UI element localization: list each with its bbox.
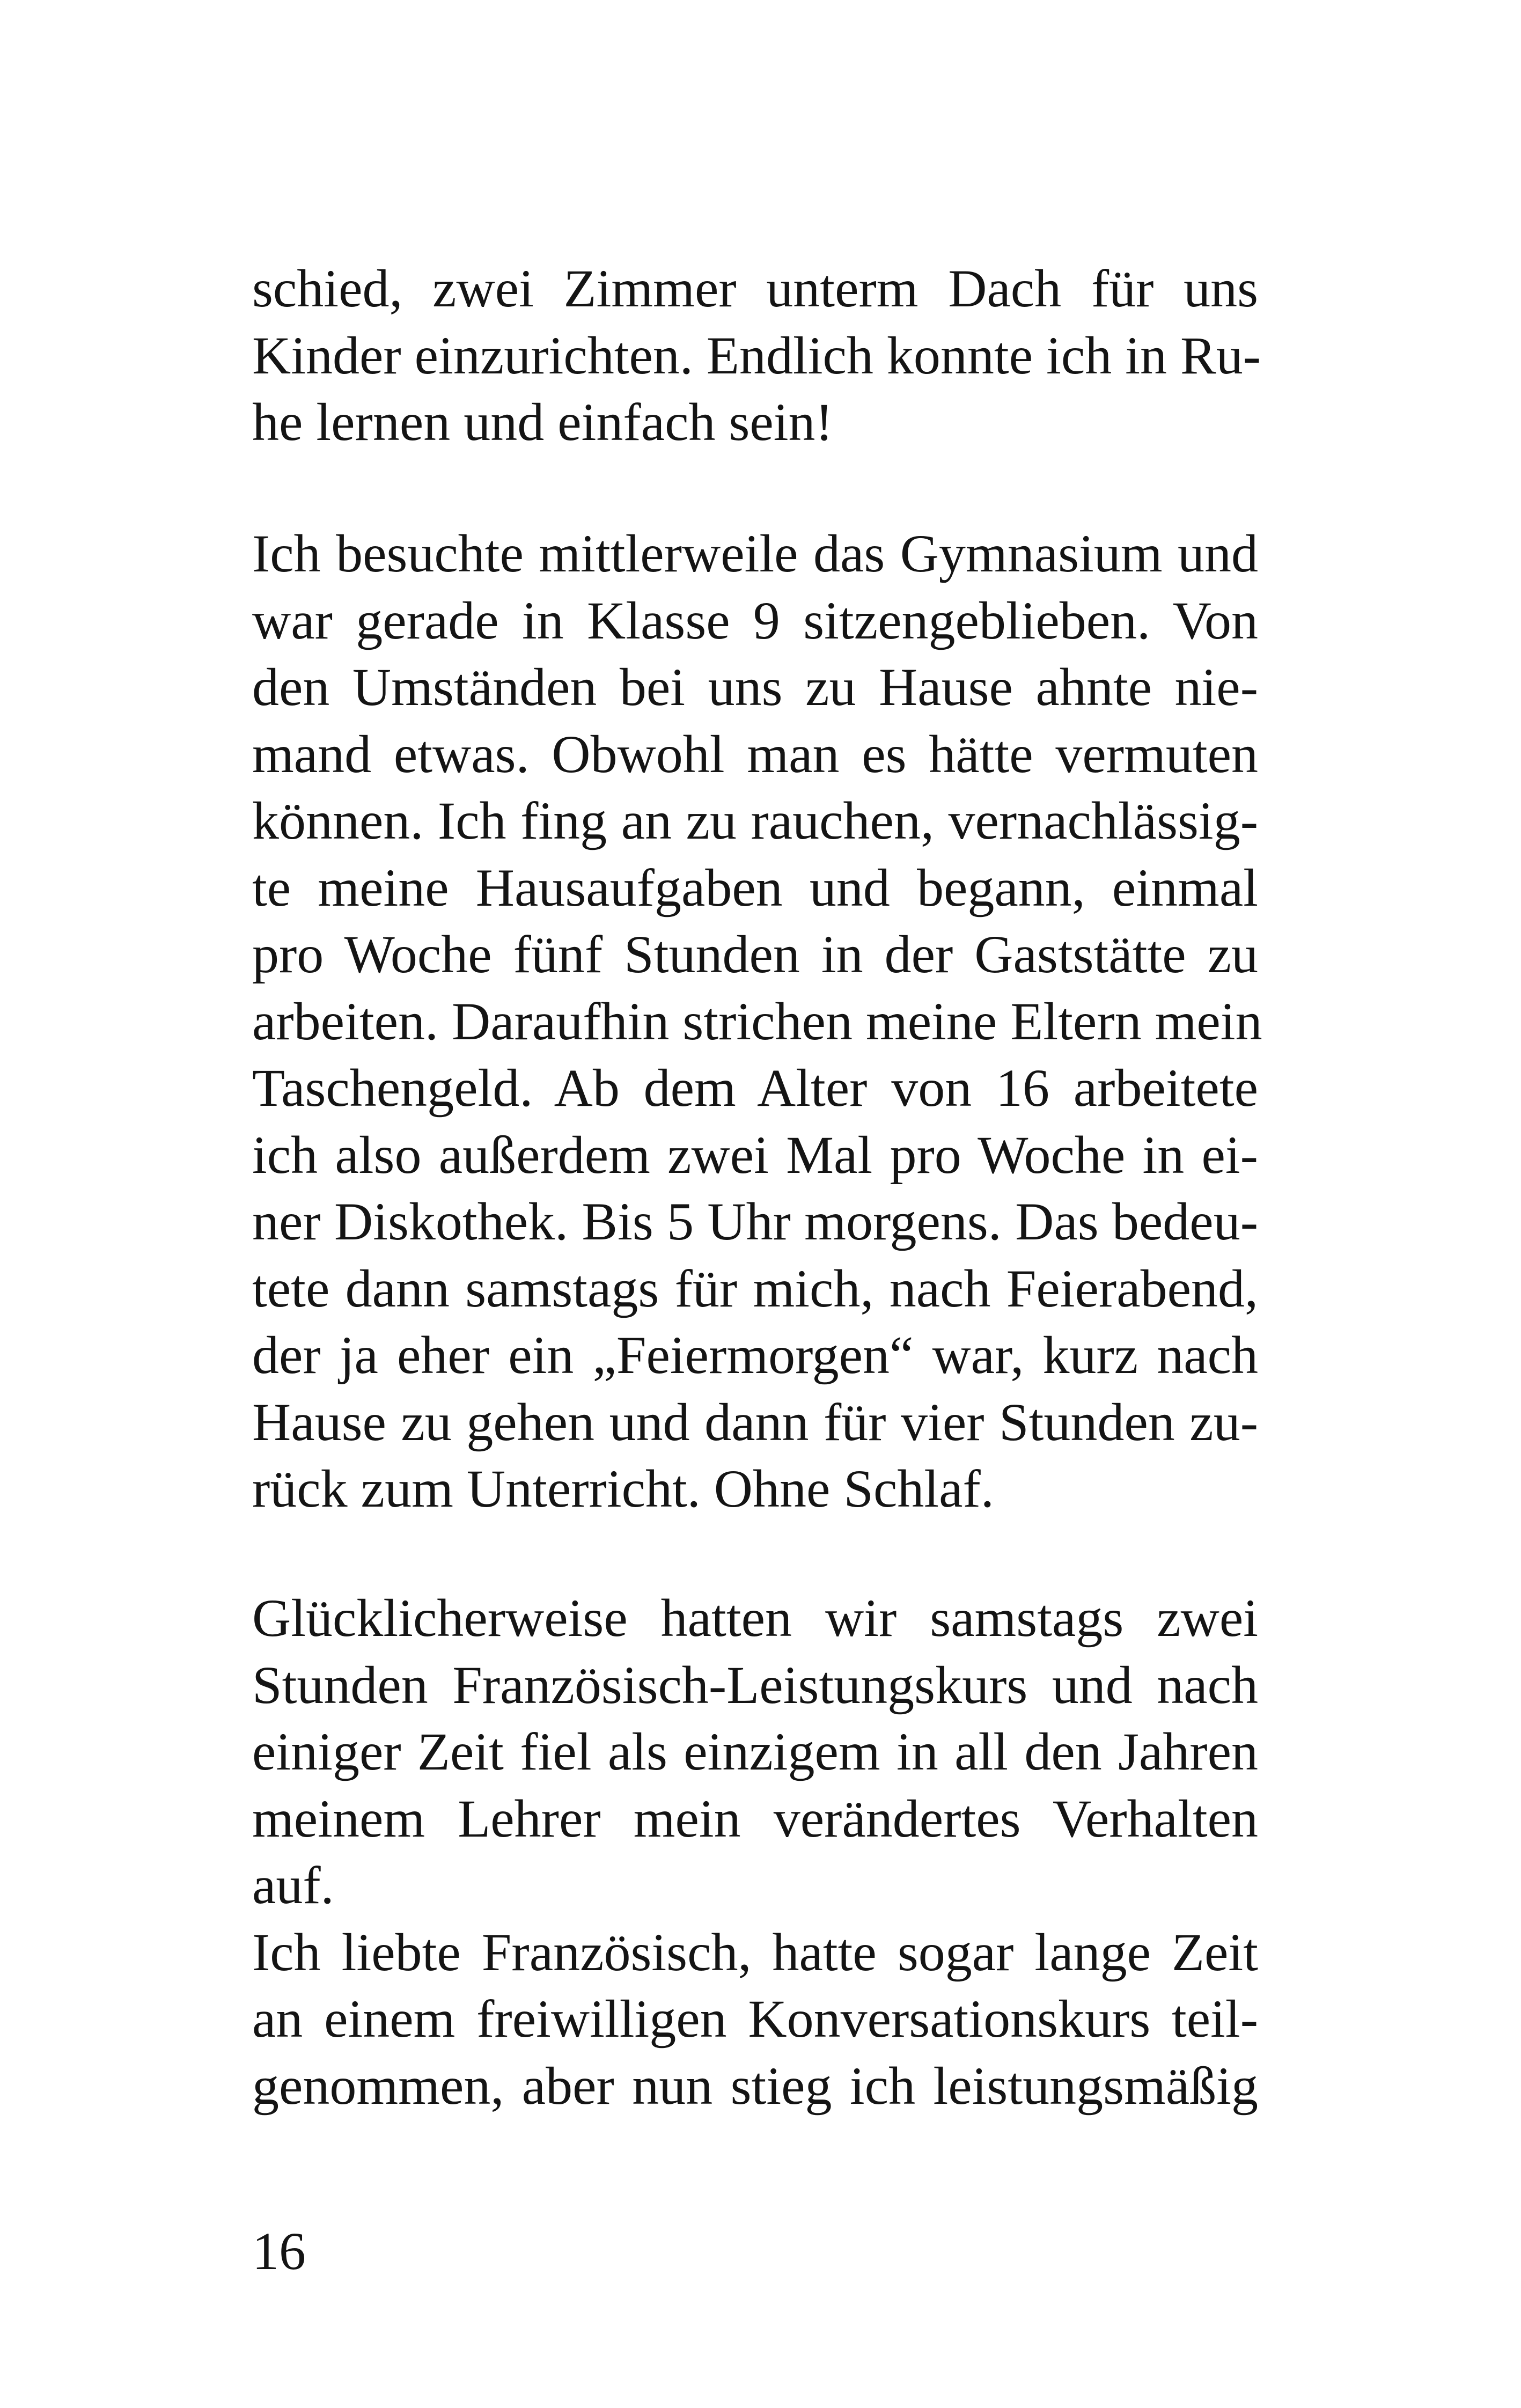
text-line: Hause zu gehen und dann für vier Stunden zu- — [252, 1392, 1258, 1452]
text-line: arbeiten. Daraufhin strichen meine Eltern mein — [252, 991, 1262, 1051]
text-line: ner Diskothek. Bis 5 Uhr morgens. Das bedeu- — [252, 1192, 1258, 1251]
text-line: schied, zwei Zimmer unterm Dach für uns — [252, 259, 1258, 318]
paragraph-2 — [252, 520, 1262, 1523]
paragraph-3 — [252, 1585, 1258, 2119]
text-line: pro Woche fünf Stunden in der Gaststätte zu — [252, 924, 1258, 984]
text-line: Ich besuchte mittlerweile das Gymnasium und — [252, 524, 1258, 583]
text-line: einiger Zeit fiel als einzigem in all den Jahren — [252, 1722, 1258, 1781]
text-line: an einem freiwilligen Konversationskurs teil- — [252, 1989, 1258, 2049]
text-line: genommen, aber nun stieg ich leistungsmäßig — [252, 2055, 1258, 2116]
text-line: können. Ich fing an zu rauchen, vernachlässig- — [252, 791, 1258, 850]
paragraph-1 — [252, 255, 1261, 456]
text-line: war gerade in Klasse 9 sitzengeblieben. Von — [252, 590, 1258, 650]
page-number: 16 — [252, 2221, 306, 2281]
text-line: der ja eher ein „Feiermorgen“ war, kurz nach — [252, 1325, 1258, 1385]
text-line: te meine Hausaufgaben und begann, einmal — [252, 857, 1258, 917]
text-line: he lernen und einfach sein! — [252, 392, 833, 452]
text-line: den Umständen bei uns zu Hause ahnte nie- — [252, 657, 1258, 717]
text-line: auf. — [252, 1855, 334, 1915]
text-line: rück zum Unterricht. Ohne Schlaf. — [252, 1459, 994, 1518]
text-line: Stunden Französisch-Leistungskurs und nach — [252, 1655, 1258, 1715]
text-line: meinem Lehrer mein verändertes Verhalten — [252, 1788, 1258, 1848]
text-line: ich also außerdem zwei Mal pro Woche in ei- — [252, 1125, 1258, 1185]
text-line: Ich liebte Französisch, hatte sogar lange Zeit — [252, 1922, 1258, 1982]
text-line: tete dann samstags für mich, nach Feierabend, — [252, 1258, 1258, 1318]
text-line: mand etwas. Obwohl man es hätte vermuten — [252, 724, 1258, 784]
text-line: Taschengeld. Ab dem Alter von 16 arbeitete — [252, 1058, 1258, 1118]
text-line: Glücklicherweise hatten wir samstags zwei — [252, 1588, 1258, 1648]
text-line: Kinder einzurichten. Endlich konnte ich in Ru- — [252, 325, 1261, 385]
